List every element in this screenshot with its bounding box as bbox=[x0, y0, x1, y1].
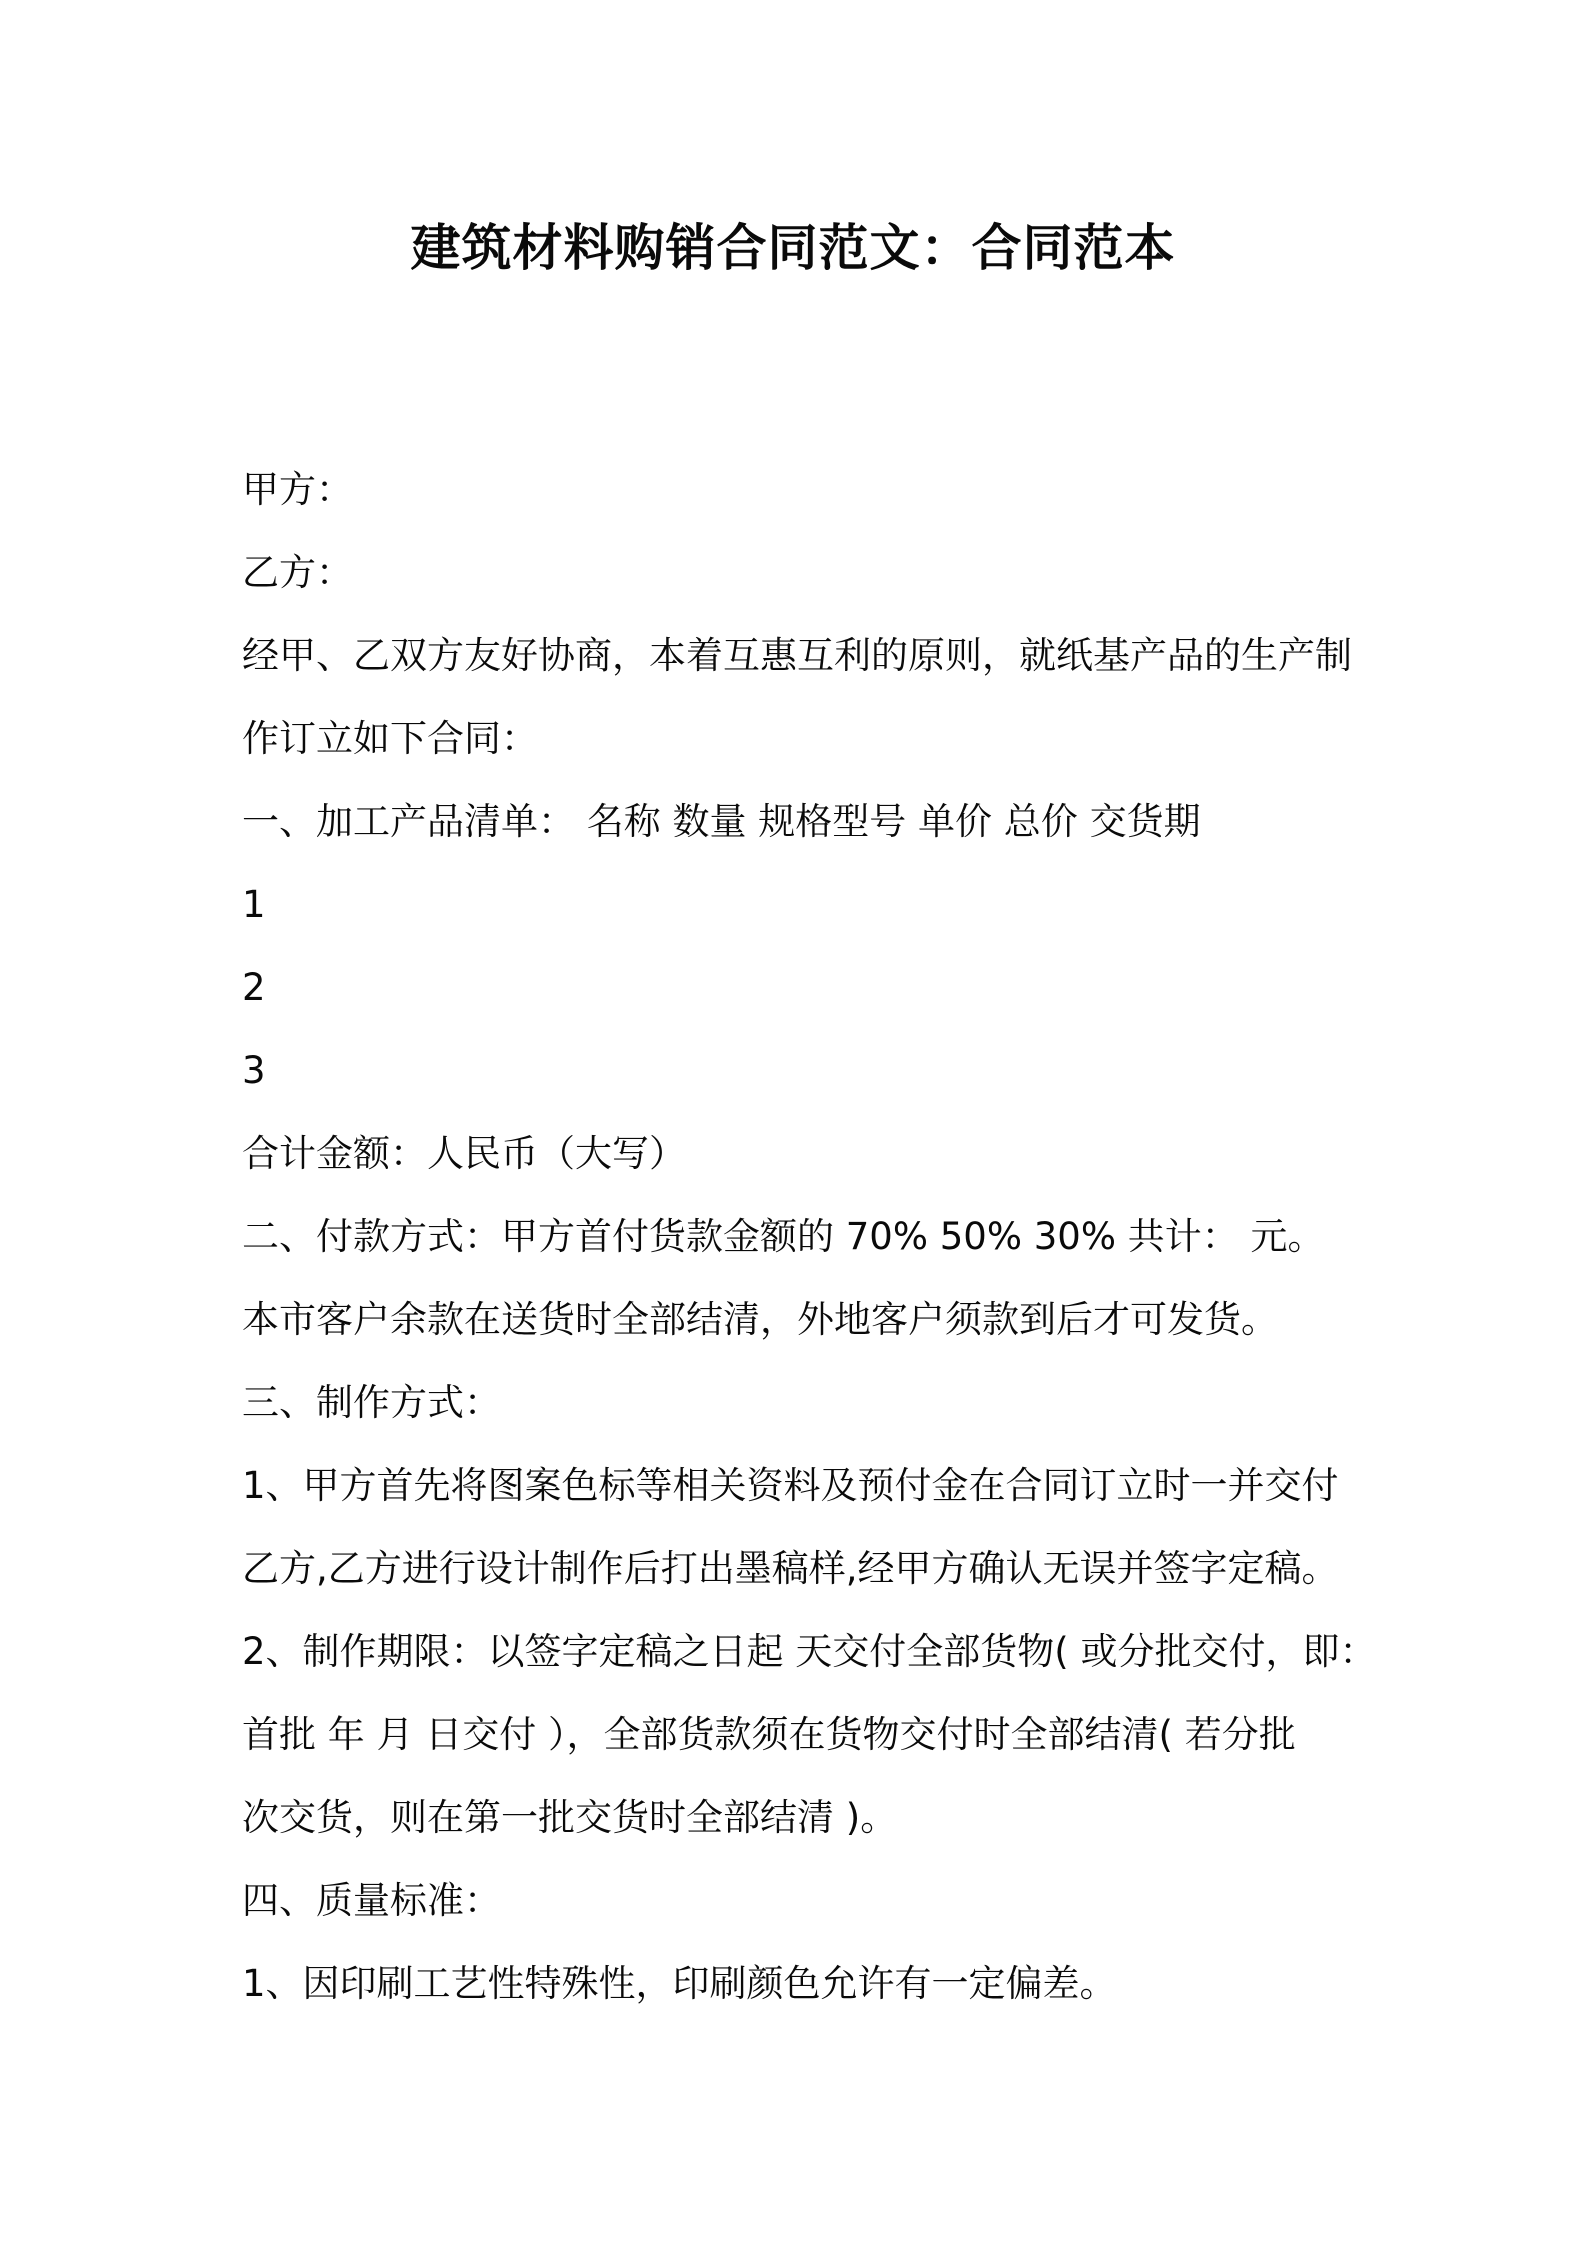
product-row-3: 3 bbox=[242, 1049, 266, 1092]
document-title: 建筑材料购销合同范文：合同范本 bbox=[410, 219, 1176, 277]
section-1-product-list-header: 一、加工产品清单： 名称 数量 规格型号 单价 总价 交货期 bbox=[242, 800, 1201, 843]
section-3-item-2-line-3: 次交货，则在第一批交货时全部结清 )。 bbox=[242, 1796, 898, 1839]
section-3-item-1-line-1: 1、甲方首先将图案色标等相关资料及预付金在合同订立时一并交付 bbox=[242, 1464, 1339, 1507]
section-3-item-2-line-2: 首批 年 月 日交付 ），全部货款须在货物交付时全部结清( 若分批 bbox=[242, 1713, 1296, 1756]
contract-body bbox=[242, 448, 1377, 2025]
intro-paragraph-line-1: 经甲、乙双方友好协商，本着互惠互利的原则，就纸基产品的生产制 bbox=[242, 634, 1352, 677]
section-2-payment-line-2: 本市客户余款在送货时全部结清，外地客户须款到后才可发货。 bbox=[242, 1298, 1278, 1341]
party-b-line: 乙方： bbox=[242, 551, 353, 594]
product-row-1: 1 bbox=[242, 883, 266, 926]
section-3-item-1-line-2: 乙方,乙方进行设计制作后打出墨稿样,经甲方确认无误并签字定稿。 bbox=[242, 1547, 1339, 1590]
section-3-item-2-line-1: 2、制作期限：以签字定稿之日起 天交付全部货物( 或分批交付，即： bbox=[242, 1630, 1377, 1673]
product-row-2: 2 bbox=[242, 966, 266, 1009]
section-4-item-1: 1、因印刷工艺性特殊性，印刷颜色允许有一定偏差。 bbox=[242, 1962, 1117, 2005]
intro-paragraph-line-2: 作订立如下合同： bbox=[242, 717, 538, 760]
total-amount-line: 合计金额：人民币（大写） bbox=[242, 1132, 686, 1175]
section-4-heading: 四、质量标准： bbox=[242, 1879, 501, 1922]
party-a-line: 甲方： bbox=[242, 468, 353, 511]
section-2-payment-line-1: 二、付款方式：甲方首付货款金额的 70% 50% 30% 共计： 元。 bbox=[242, 1215, 1325, 1258]
section-3-heading: 三、制作方式： bbox=[242, 1381, 501, 1424]
